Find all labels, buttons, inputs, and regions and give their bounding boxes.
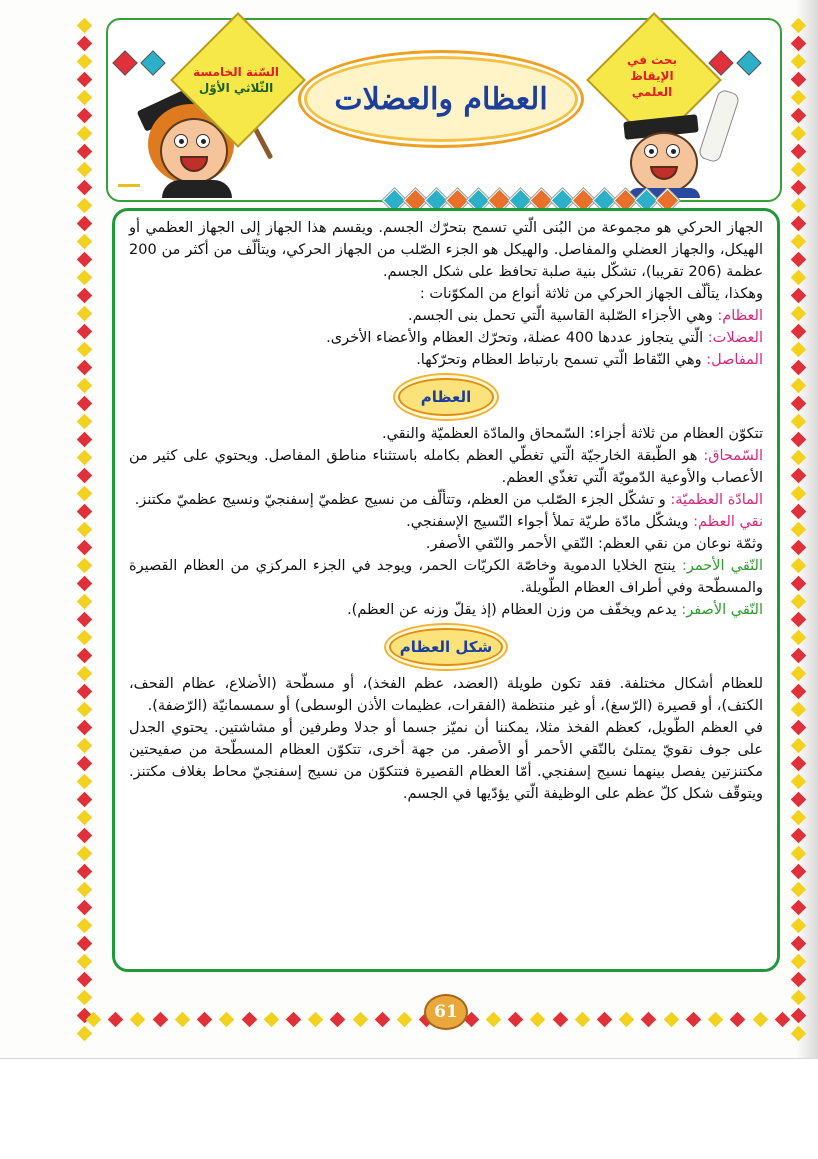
border-diamond <box>152 1011 168 1027</box>
border-diamond <box>197 1011 213 1027</box>
page-number: 61 <box>434 1002 458 1022</box>
bones-item-marrow <box>129 511 763 533</box>
border-diamond <box>352 1011 368 1027</box>
border-diamond <box>76 972 92 988</box>
right-kid-eye <box>666 144 680 158</box>
border-diamond <box>76 306 92 322</box>
border-diamond <box>76 450 92 466</box>
intro-item-joints <box>129 349 763 371</box>
border-diamond <box>76 738 92 754</box>
right-sign-text <box>592 52 712 100</box>
border-diamond <box>76 522 92 538</box>
item-text: ويشكّل مادّة طريّة تملأ أجواء النّسيج الإسفنجي. <box>406 514 694 530</box>
border-diamond <box>730 1011 746 1027</box>
border-diamond <box>790 594 806 610</box>
item-text: الّتي يتجاوز عددها 400 عضلة، وتحرّك العظام والأعضاء الأخرى. <box>326 330 708 346</box>
border-diamond <box>76 828 92 844</box>
item-label: العضلات: <box>707 330 763 346</box>
border-diamond <box>76 234 92 250</box>
intro-item-muscles <box>129 327 763 349</box>
border-diamond <box>76 864 92 880</box>
border-diamond <box>686 1011 702 1027</box>
header-left-diamonds <box>116 54 162 72</box>
marrow-types-line: وثمّة نوعان من نقي العظم: النّقي الأحمر والنّقي الأصفر. <box>425 536 763 552</box>
border-diamond <box>790 684 806 700</box>
page-number-badge <box>424 994 468 1030</box>
border-diamond <box>790 144 806 160</box>
border-diamond <box>575 1011 591 1027</box>
border-diamond <box>790 54 806 70</box>
border-diamond <box>790 540 806 556</box>
border-diamond <box>76 216 92 232</box>
border-diamond <box>663 1011 679 1027</box>
item-text: يدعم ويخفّف من وزن العظام (إذ يقلّ وزنه عن العظم). <box>347 602 682 618</box>
border-diamond <box>76 180 92 196</box>
border-diamond <box>790 648 806 664</box>
border-diamond <box>397 1011 413 1027</box>
right-kid-eye <box>644 144 658 158</box>
border-diamond <box>790 954 806 970</box>
border-diamond <box>790 1026 806 1042</box>
border-diamond <box>76 252 92 268</box>
border-diamond <box>790 378 806 394</box>
border-diamond <box>76 540 92 556</box>
border-diamond <box>790 900 806 916</box>
border-diamond <box>790 306 806 322</box>
border-diamond <box>790 486 806 502</box>
border-diamond <box>76 576 92 592</box>
border-diamond <box>241 1011 257 1027</box>
border-diamond <box>790 198 806 214</box>
border-diamond <box>76 666 92 682</box>
border-diamond <box>790 72 806 88</box>
border-diamond <box>790 810 806 826</box>
border-diamond <box>790 414 806 430</box>
border-diamond <box>790 180 806 196</box>
section-heading-bones: العظام <box>420 388 472 406</box>
yellow-marrow-item <box>129 599 763 621</box>
left-diamond-border <box>76 20 92 1039</box>
border-diamond <box>508 1011 524 1027</box>
border-diamond <box>76 954 92 970</box>
item-label: نقي العظم: <box>693 514 763 530</box>
item-text: و تشكّل الجزء الصّلب من العظم، وتتألّف من نسيج عظميّ إسفنجيّ ونسيج عظميّ مكتنز. <box>134 492 671 508</box>
border-diamond <box>76 792 92 808</box>
border-diamond <box>790 450 806 466</box>
border-diamond <box>175 1011 191 1027</box>
border-diamond <box>76 144 92 160</box>
item-label: المادّة العظميّة: <box>670 492 763 508</box>
border-diamond <box>752 1011 768 1027</box>
left-kid-tassel <box>118 170 140 187</box>
border-diamond <box>76 108 92 124</box>
left-kid-body <box>162 180 232 198</box>
border-diamond <box>76 72 92 88</box>
intro-components-line: وهكذا، يتألّف الجهاز الحركي من ثلاثة أنواع من المكوّنات : <box>419 286 763 302</box>
border-diamond <box>76 990 92 1006</box>
border-diamond <box>790 90 806 106</box>
border-diamond <box>790 918 806 934</box>
border-diamond <box>790 360 806 376</box>
border-diamond <box>76 1026 92 1042</box>
scan-bottom-edge <box>0 1058 818 1159</box>
intro-item-bones <box>129 305 763 327</box>
border-diamond <box>76 918 92 934</box>
border-diamond <box>790 504 806 520</box>
border-diamond <box>286 1011 302 1027</box>
border-diamond <box>76 396 92 412</box>
section-heading-badge <box>398 378 494 416</box>
border-diamond <box>790 522 806 538</box>
bones-intro-line: تتكوّن العظام من ثلاثة أجزاء: السّمحاق والمادّة العظميّة والنقي. <box>381 426 763 442</box>
border-diamond <box>76 324 92 340</box>
border-diamond <box>790 234 806 250</box>
border-diamond <box>790 252 806 268</box>
border-diamond <box>641 1011 657 1027</box>
border-diamond <box>76 432 92 448</box>
border-diamond <box>76 486 92 502</box>
bones-item-bone-matter <box>129 489 763 511</box>
border-diamond <box>790 36 806 52</box>
left-kid-eye <box>196 134 210 148</box>
border-diamond <box>790 738 806 754</box>
intro-paragraph: الجهاز الحركي هو مجموعة من البُنى الّتي تسمح بتحرّك الجسم. ويقسم هذا الجهاز إلى الجهاز العظمي أو الهيكل، والجهاز العضلي والمفاصل. والهيكل هو الجزء الصّلب من الجهاز الحركي، ويتألّف من أكثر من 200 عظمة (206 تقريبا)، تشكّل بنية صلبة تحافظ على شكل الجسم. <box>129 220 763 280</box>
border-diamond <box>76 882 92 898</box>
border-diamond <box>219 1011 235 1027</box>
border-diamond <box>76 594 92 610</box>
border-diamond <box>76 612 92 628</box>
border-diamond <box>790 108 806 124</box>
header-banner <box>106 18 782 202</box>
border-diamond <box>76 936 92 952</box>
border-diamond <box>790 612 806 628</box>
border-diamond <box>790 1008 806 1024</box>
border-diamond <box>76 684 92 700</box>
border-diamond <box>708 1011 724 1027</box>
item-label: النّقي الأصفر: <box>681 602 763 618</box>
border-diamond <box>86 1011 102 1027</box>
border-diamond <box>76 378 92 394</box>
bone-shapes-paragraph: للعظام أشكال مختلفة. فقد تكون طويلة (العضد، عظم الفخذ)، أو مسطّحة (الأضلاع، عظام القحف، الكتف)، أو قصيرة (الرّسغ)، أو غير منتظمة (الفقرات، عظيمات الأذن الوسطى) أو سمسمانيّة (الرّضفة). <box>129 676 763 714</box>
header-right-diamonds <box>712 54 758 72</box>
border-diamond <box>76 90 92 106</box>
left-sign-line2: الثّلاثي الأوّل <box>198 81 274 95</box>
border-diamond <box>775 1011 791 1027</box>
border-diamond <box>790 162 806 178</box>
border-diamond <box>790 18 806 34</box>
border-diamond <box>308 1011 324 1027</box>
border-diamond <box>530 1011 546 1027</box>
border-diamond <box>790 846 806 862</box>
border-diamond <box>76 162 92 178</box>
border-diamond <box>790 666 806 682</box>
right-sign-line1: بحث في <box>626 53 678 67</box>
item-label: السّمحاق: <box>703 448 763 464</box>
border-diamond <box>552 1011 568 1027</box>
title-oval <box>298 50 584 148</box>
item-text: هو الطّبقة الخارجيّة الّتي تغطّي العظم بكامله باستثناء مناطق المفاصل. ويحتوي على كثير من الأعصاب والأوعية الدّمويّة الّتي تغذّي العظم. <box>129 448 763 486</box>
border-diamond <box>76 702 92 718</box>
border-diamond <box>790 342 806 358</box>
border-diamond <box>790 432 806 448</box>
border-diamond <box>790 270 806 286</box>
border-diamond <box>263 1011 279 1027</box>
border-diamond <box>76 342 92 358</box>
border-diamond <box>790 828 806 844</box>
item-label: العظام: <box>717 308 763 324</box>
border-diamond <box>790 216 806 232</box>
border-diamond <box>76 504 92 520</box>
border-diamond <box>76 54 92 70</box>
right-diamond-border <box>790 20 806 1039</box>
border-diamond <box>76 558 92 574</box>
section-heading-bone-shape: شكل العظام <box>399 638 493 656</box>
border-diamond <box>790 774 806 790</box>
item-text: وهي النّقاط الّتي تسمح بارتباط العظام وتحرّكها. <box>416 352 707 368</box>
bones-item-periosteum <box>129 445 763 489</box>
border-diamond <box>76 18 92 34</box>
border-diamond <box>790 558 806 574</box>
border-diamond <box>76 900 92 916</box>
long-bone-paragraph: في العظم الطّويل، كعظم الفخذ مثلا، يمكننا أن نميّز جسما أو جدلا وطرفين أو مشاشتين. يحتوي الجدل على جوف نقويّ يمتلئ بالنّقي الأحمر أو الأصفر. من جهة أخرى، تتكوّن العظام المسطّحة من صفيحتين مكتنزتين يفصل بينهما نسيج إسفنجي. أمّا العظام القصيرة فتتكوّن من نسيج إسفنجيّ محاط بغلاف مكتنز. ويتوقّف شكل كلّ عظم على الوظيفة الّتي يؤدّيها في الجسم. <box>129 720 763 802</box>
border-diamond <box>76 198 92 214</box>
section-heading-badge <box>389 628 503 666</box>
right-sign-line3: العلمي <box>631 85 673 99</box>
left-sign-line1: السّنة الخامسة <box>193 65 279 79</box>
border-diamond <box>108 1011 124 1027</box>
border-diamond <box>790 396 806 412</box>
border-diamond <box>790 720 806 736</box>
border-diamond <box>76 720 92 736</box>
right-sign-line2: الإيقاظ <box>630 69 674 83</box>
border-diamond <box>790 576 806 592</box>
item-text: وهي الأجزاء الصّلبة القاسية الّتي تحمل بنى الجسم. <box>408 308 718 324</box>
content-box <box>112 208 780 972</box>
border-diamond <box>790 630 806 646</box>
border-diamond <box>76 648 92 664</box>
border-diamond <box>790 882 806 898</box>
border-diamond <box>76 846 92 862</box>
right-kid-face <box>630 132 698 194</box>
border-diamond <box>597 1011 613 1027</box>
border-diamond <box>76 360 92 376</box>
border-diamond <box>330 1011 346 1027</box>
border-diamond <box>790 468 806 484</box>
red-marrow-item <box>129 555 763 599</box>
left-sign-text <box>176 64 296 96</box>
border-diamond <box>76 270 92 286</box>
border-diamond <box>790 864 806 880</box>
border-diamond <box>790 936 806 952</box>
page-title: العظام والعضلات <box>334 81 548 117</box>
item-label: النّقي الأحمر: <box>681 558 763 574</box>
border-diamond <box>76 36 92 52</box>
border-diamond <box>76 468 92 484</box>
left-kid-eye <box>174 134 188 148</box>
border-diamond <box>76 756 92 772</box>
item-text: ينتج الخلايا الدموية وخاصّة الكريّات الحمر، ويوجد في الجزء المركزي من العظام القصيرة والمسطّحة وفي أطراف العظام الطّويلة. <box>129 558 763 596</box>
border-diamond <box>375 1011 391 1027</box>
border-diamond <box>790 288 806 304</box>
border-diamond <box>76 288 92 304</box>
border-diamond <box>130 1011 146 1027</box>
header-bottom-diamonds <box>386 192 676 209</box>
border-diamond <box>486 1011 502 1027</box>
border-diamond <box>790 972 806 988</box>
border-diamond <box>790 126 806 142</box>
border-diamond <box>790 756 806 772</box>
border-diamond <box>790 702 806 718</box>
border-diamond <box>76 126 92 142</box>
border-diamond <box>76 414 92 430</box>
border-diamond <box>76 810 92 826</box>
border-diamond <box>790 324 806 340</box>
item-label: المفاصل: <box>706 352 763 368</box>
border-diamond <box>790 792 806 808</box>
border-diamond <box>76 774 92 790</box>
border-diamond <box>76 630 92 646</box>
border-diamond <box>790 990 806 1006</box>
border-diamond <box>619 1011 635 1027</box>
